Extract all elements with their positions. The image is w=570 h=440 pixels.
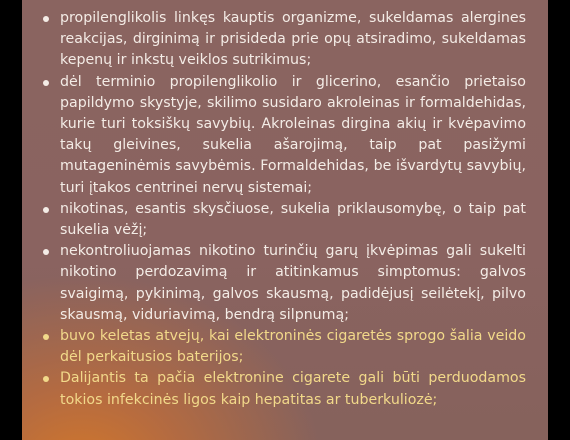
list-item bbox=[36, 326, 526, 368]
list-item-text: buvo keletas atvejų, kai elektroninės cigaretės sprogo šalia veido dėl perkaitusios baterijos; bbox=[60, 328, 526, 366]
list-item-text: Dalijantis ta pačia elektronine cigarete gali būti perduodamos tokios infekcinės ligos kaip hepatitas ar tuberkuliozė; bbox=[60, 370, 526, 408]
list-item bbox=[36, 72, 526, 199]
bullet-dot-icon bbox=[43, 16, 49, 22]
bullet-dot-icon bbox=[43, 80, 49, 86]
list-item bbox=[36, 8, 526, 72]
list-item bbox=[36, 368, 526, 410]
list-item bbox=[36, 199, 526, 241]
list-item-text: propilenglikolis linkęs kauptis organizme, sukeldamas alergines reakcijas, dirginimą ir prisideda prie opų atsiradimo, sukeldamas kepenų ir inkstų veiklos sutrikimus; bbox=[60, 10, 526, 69]
bullet-dot-icon bbox=[43, 249, 49, 255]
list-item-text: dėl terminio propilenglikolio ir glicerino, esančio prietaiso papildymo skystyje, skilimo susidaro akroleinas ir formaldehidas, kurie turi toksiškų savybių. Akroleinas dirgina akių ir kvėpavimo takų gleivines, sukelia ašarojimą, taip pat pasižymi mutageninėmis savybėmis. Formaldehidas, be išvardytų savybių, turi įtakos centrinei nervų sistemai; bbox=[60, 73, 526, 196]
bullet-list bbox=[36, 8, 526, 411]
list-item-text: nekontroliuojamas nikotino turinčių garų įkvėpimas gali sukelti nikotino perdozavimą ir atitinkamus simptomus: galvos svaigimą, pykinimą, galvos skausmą, padidėjusį seilėtekį, pilvo skausmą, viduriavimą, bendrą silpnumą; bbox=[60, 243, 526, 323]
bullet-dot-icon bbox=[43, 334, 49, 340]
bullet-dot-icon bbox=[43, 207, 49, 213]
bullet-dot-icon bbox=[43, 376, 49, 382]
list-item-text: nikotinas, esantis skysčiuose, sukelia priklausomybę, o taip pat sukelia vėžį; bbox=[60, 200, 526, 239]
content-panel bbox=[22, 0, 548, 440]
list-item bbox=[36, 241, 526, 326]
